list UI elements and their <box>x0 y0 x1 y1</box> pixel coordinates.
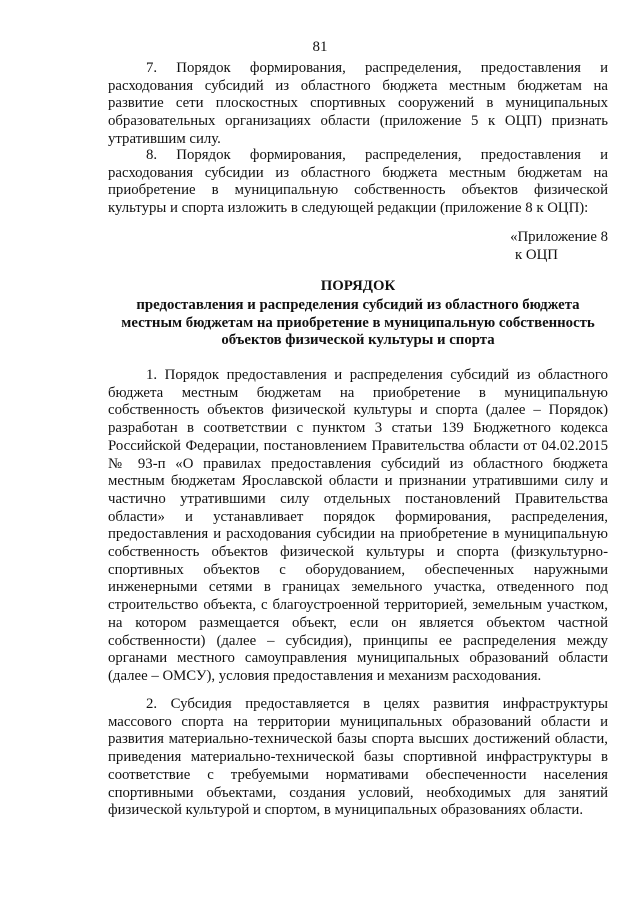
document-title: ПОРЯДОК <box>320 278 396 294</box>
item-8-block <box>108 147 608 218</box>
page-number: 81 <box>312 39 328 55</box>
section-1-paragraph: 1. Порядок предоставления и распределения субсидий из областного бюджета местным бюджетам на приобретение в муниципальную собственность объектов физической культуры и спорта (далее – Порядок) разработан в соответствии с пунктом 3 статьи 139 Бюджетного кодекса Российской Федерации, постановлением Правительства области от 04.02.2015 № 93-п «О правилах предоставления субсидий из областного бюджета местным бюджетам Ярославской области и признании утратившими силу и частично утратившими силу отдельных постановлений Правительства области» и устанавливает порядок формирования, распределения, предоставления и расходования субсидии на приобретение в муниципальную собственность объектов физической культуры и спорта (физкультурно-спортивных объектов с оборудованием, обеспеченных наружными инженерными сетями в границах земельного участка, отведенного под строительство объекта, с благоустроенной территорией, земельным участком, на котором размещается объект, если он является объектом частной собственности) (далее – субсидия), принципы ее распределения между органами местного самоуправления муниципальных образований области (далее – ОМСУ), условия предоставления и механизм расходования. <box>108 367 608 684</box>
section-2-block <box>108 696 608 820</box>
item-7-paragraph: 7. Порядок формирования, распределения, предоставления и расходования субсидий из областного бюджета местным бюджетам на развитие сети плоскостных спортивных сооружений в муниципальных образовательных организациях области (приложение 5 к ОЦП) признать утратившим силу. <box>108 60 608 147</box>
item-7-block <box>108 60 608 149</box>
document-subtitle: предоставления и распределения субсидий из областного бюджета местным бюджетам на приобретение в муниципальную собственность объектов физической культуры и спорта <box>121 297 595 349</box>
appendix-line-2: к ОЦП <box>515 246 558 263</box>
appendix-reference <box>468 229 608 264</box>
item-8-paragraph: 8. Порядок формирования, распределения, предоставления и расходования субсидии из областного бюджета местным бюджетам на приобретение в муниципальную собственность объектов физической культуры и спорта изложить в следующей редакции (приложение 8 к ОЦП): <box>108 147 608 217</box>
section-1-block <box>108 367 608 686</box>
section-2-paragraph: 2. Субсидия предоставляется в целях развития инфраструктуры массового спорта на территории муниципальных образований области и развития материально-технической базы спорта высших достижений области, приведения материально-технической базы спортивной инфраструктуры в соответствие с требуемыми нормативами обеспеченности населения спортивными объектами, создания условий, необходимых для занятий физической культурой и спортом, в муниципальных образованиях области. <box>108 696 608 819</box>
appendix-line-1: «Приложение 8 <box>510 229 608 245</box>
